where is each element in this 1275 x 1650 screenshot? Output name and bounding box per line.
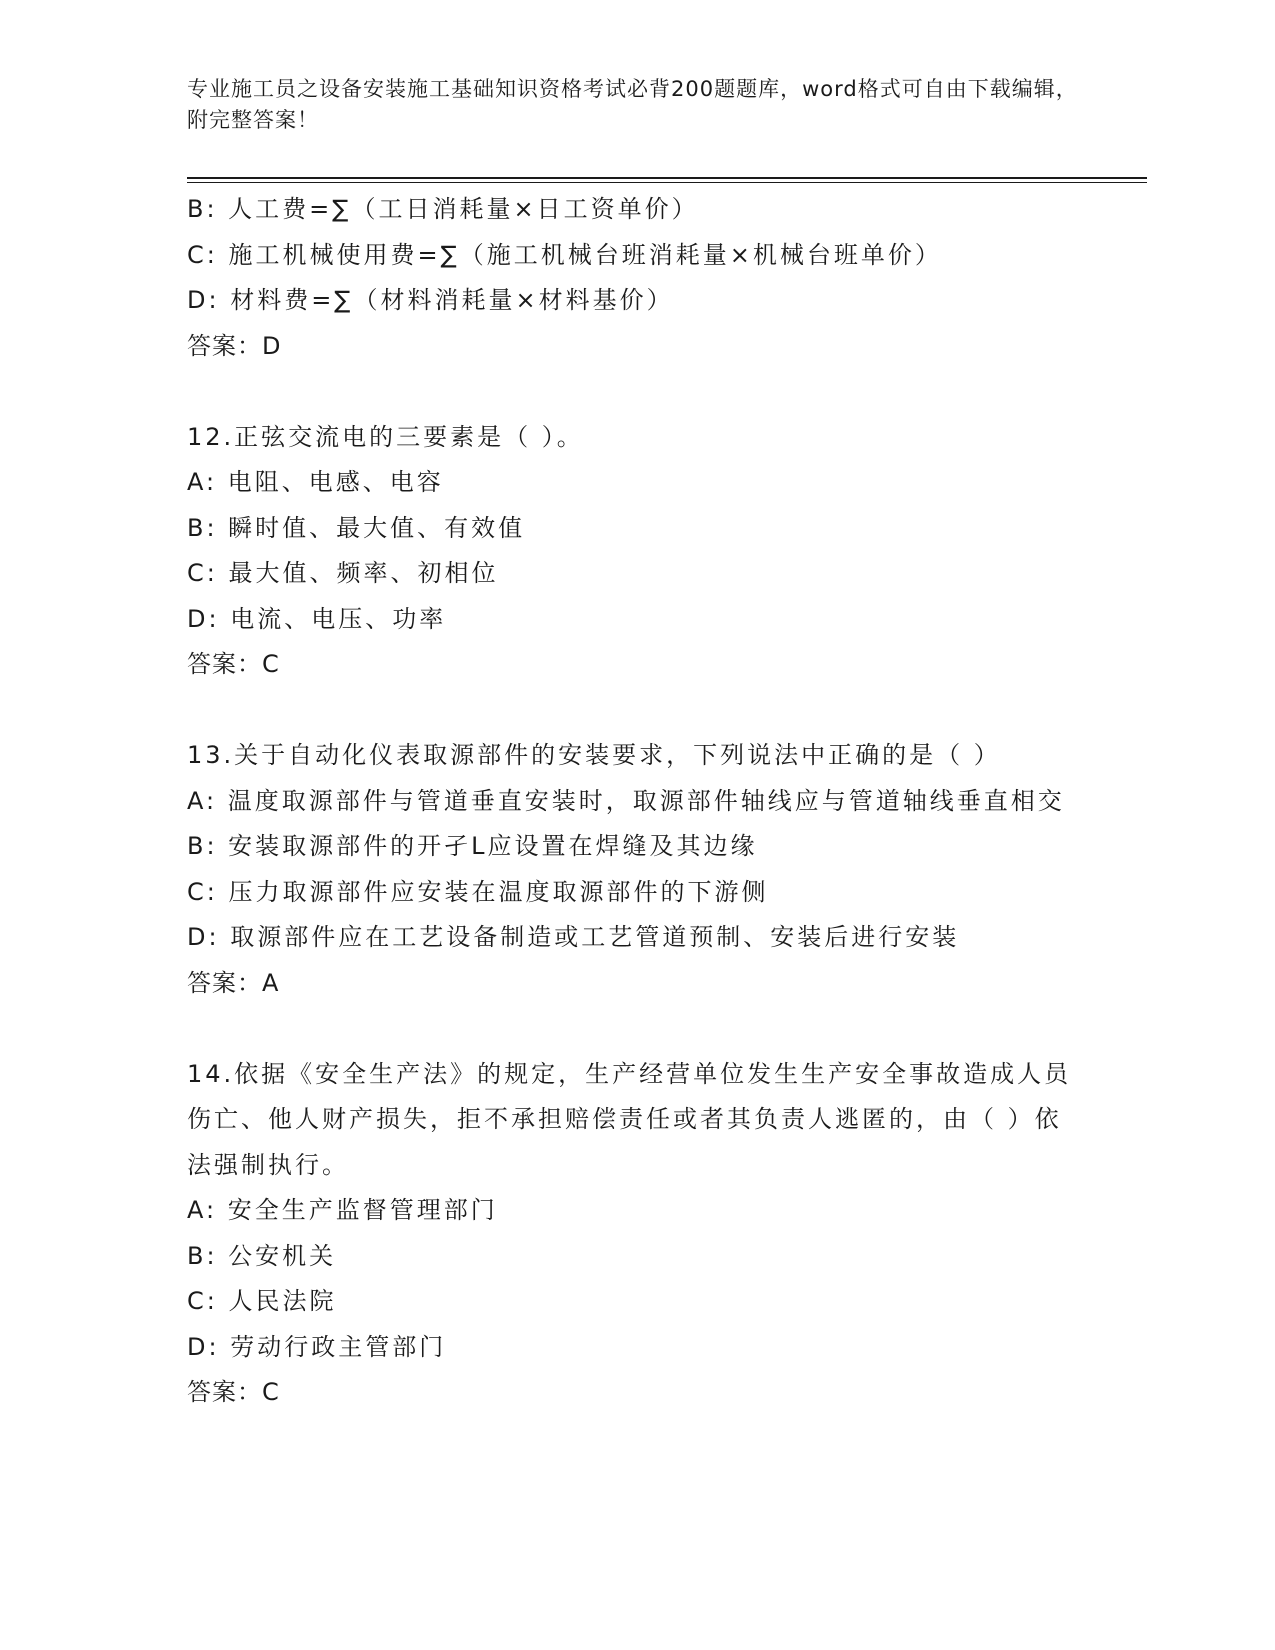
option-b: B: 瞬时值、最大值、有效值: [187, 513, 526, 542]
spacer: [187, 1006, 1087, 1052]
option-a: A: 安全生产监督管理部门: [187, 1196, 498, 1224]
option-c: C: 人民法院: [187, 1287, 337, 1315]
question-stem: 12.正弦交流电的三要素是（ ）。: [187, 422, 584, 451]
option-d: D: 电流、电压、功率: [187, 604, 447, 633]
answer-line: 答案：A: [187, 968, 280, 997]
question-block-12: [187, 415, 1087, 688]
option-d: D: 劳动行政主管部门: [187, 1332, 447, 1361]
option-a: A: 温度取源部件与管道垂直安装时，取源部件轴线应与管道轴线垂直相交: [187, 786, 1065, 815]
answer-line: 答案：D: [187, 331, 282, 360]
document-header: 专业施工员之设备安装施工基础知识资格考试必背200题题库，word格式可自由下载编辑，附完整答案！: [187, 77, 1078, 132]
option-d: D: 取源部件应在工艺设备制造或工艺管道预制、安装后进行安装: [187, 923, 960, 951]
option-b: B: 公安机关: [187, 1241, 337, 1270]
option-b: B: 安装取源部件的开孑L应设置在焊缝及其边缘: [187, 832, 758, 860]
question-stem: 14.依据《安全生产法》的规定，生产经营单位发生生产安全事故造成人员伤亡、他人财产损失，拒不承担赔偿责任或者其负责人逃匿的，由（ ）依法强制执行。: [187, 1059, 1072, 1179]
option-d: D: 材料费=∑（材料消耗量×材料基价）: [187, 286, 674, 314]
question-block-13: [187, 733, 1087, 1006]
question-content: [187, 187, 1087, 1416]
question-stem: 13.关于自动化仪表取源部件的安装要求，下列说法中正确的是（ ）: [187, 741, 1001, 769]
spacer: [187, 369, 1087, 415]
spacer: [187, 688, 1087, 734]
question-block-11: [187, 187, 1087, 369]
header-rule-thick: [187, 177, 1147, 179]
option-a: A: 电阻、电感、电容: [187, 468, 444, 496]
option-b: B: 人工费=∑（工日消耗量×日工资单价）: [187, 195, 699, 223]
option-c: C: 施工机械使用费=∑（施工机械台班消耗量×机械台班单价）: [187, 240, 942, 269]
option-c: C: 压力取源部件应安装在温度取源部件的下游侧: [187, 877, 769, 906]
option-c: C: 最大值、频率、初相位: [187, 559, 499, 587]
answer-line: 答案：C: [187, 1378, 280, 1406]
answer-line: 答案：C: [187, 650, 280, 678]
question-block-14: [187, 1052, 1087, 1416]
header-rule-thin: [187, 182, 1147, 183]
